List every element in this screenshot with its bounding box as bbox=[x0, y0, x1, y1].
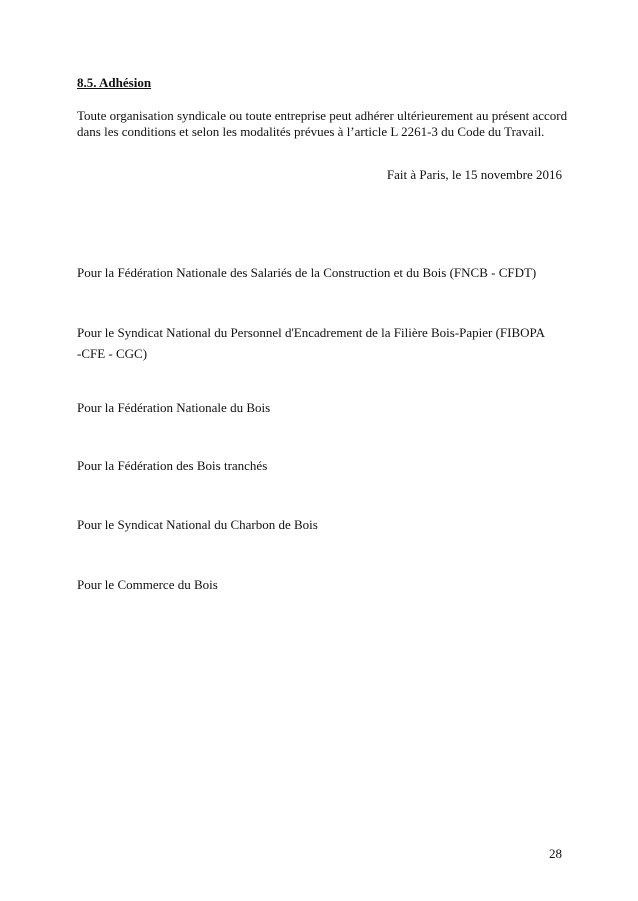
paragraph-line: Toute organisation syndicale ou toute entreprise peut adhérer ultérieurement au présent accord bbox=[77, 108, 568, 123]
date-place-line: Fait à Paris, le 15 novembre 2016 bbox=[386, 167, 562, 182]
page-number: 28 bbox=[549, 846, 562, 861]
signatory-line: Pour la Fédération Nationale des Salariés de la Construction et du Bois (FNCB - CFDT) bbox=[77, 265, 537, 280]
signatory-block bbox=[77, 262, 567, 283]
signatory-line: Pour le Commerce du Bois bbox=[77, 577, 218, 592]
signatory-line: Pour le Syndicat National du Personnel d'Encadrement de la Filière Bois-Papier (FIBOPA bbox=[77, 325, 545, 340]
signatory-block bbox=[77, 455, 567, 476]
signatory-block bbox=[77, 574, 567, 595]
signatory-line: Pour le Syndicat National du Charbon de Bois bbox=[77, 517, 318, 532]
signatory-block bbox=[77, 322, 567, 364]
signatory-line: Pour la Fédération Nationale du Bois bbox=[77, 400, 271, 415]
signatory-block bbox=[77, 397, 567, 418]
section-heading: 8.5. Adhésion bbox=[77, 75, 152, 90]
signatory-line: Pour la Fédération des Bois tranchés bbox=[77, 458, 268, 473]
paragraph-line: dans les conditions et selon les modalités prévues à l’article L 2261-3 du Code du Travail. bbox=[77, 124, 545, 139]
signatory-line: -CFE - CGC) bbox=[77, 346, 148, 361]
section-paragraph bbox=[77, 108, 567, 140]
signatory-block bbox=[77, 514, 567, 535]
